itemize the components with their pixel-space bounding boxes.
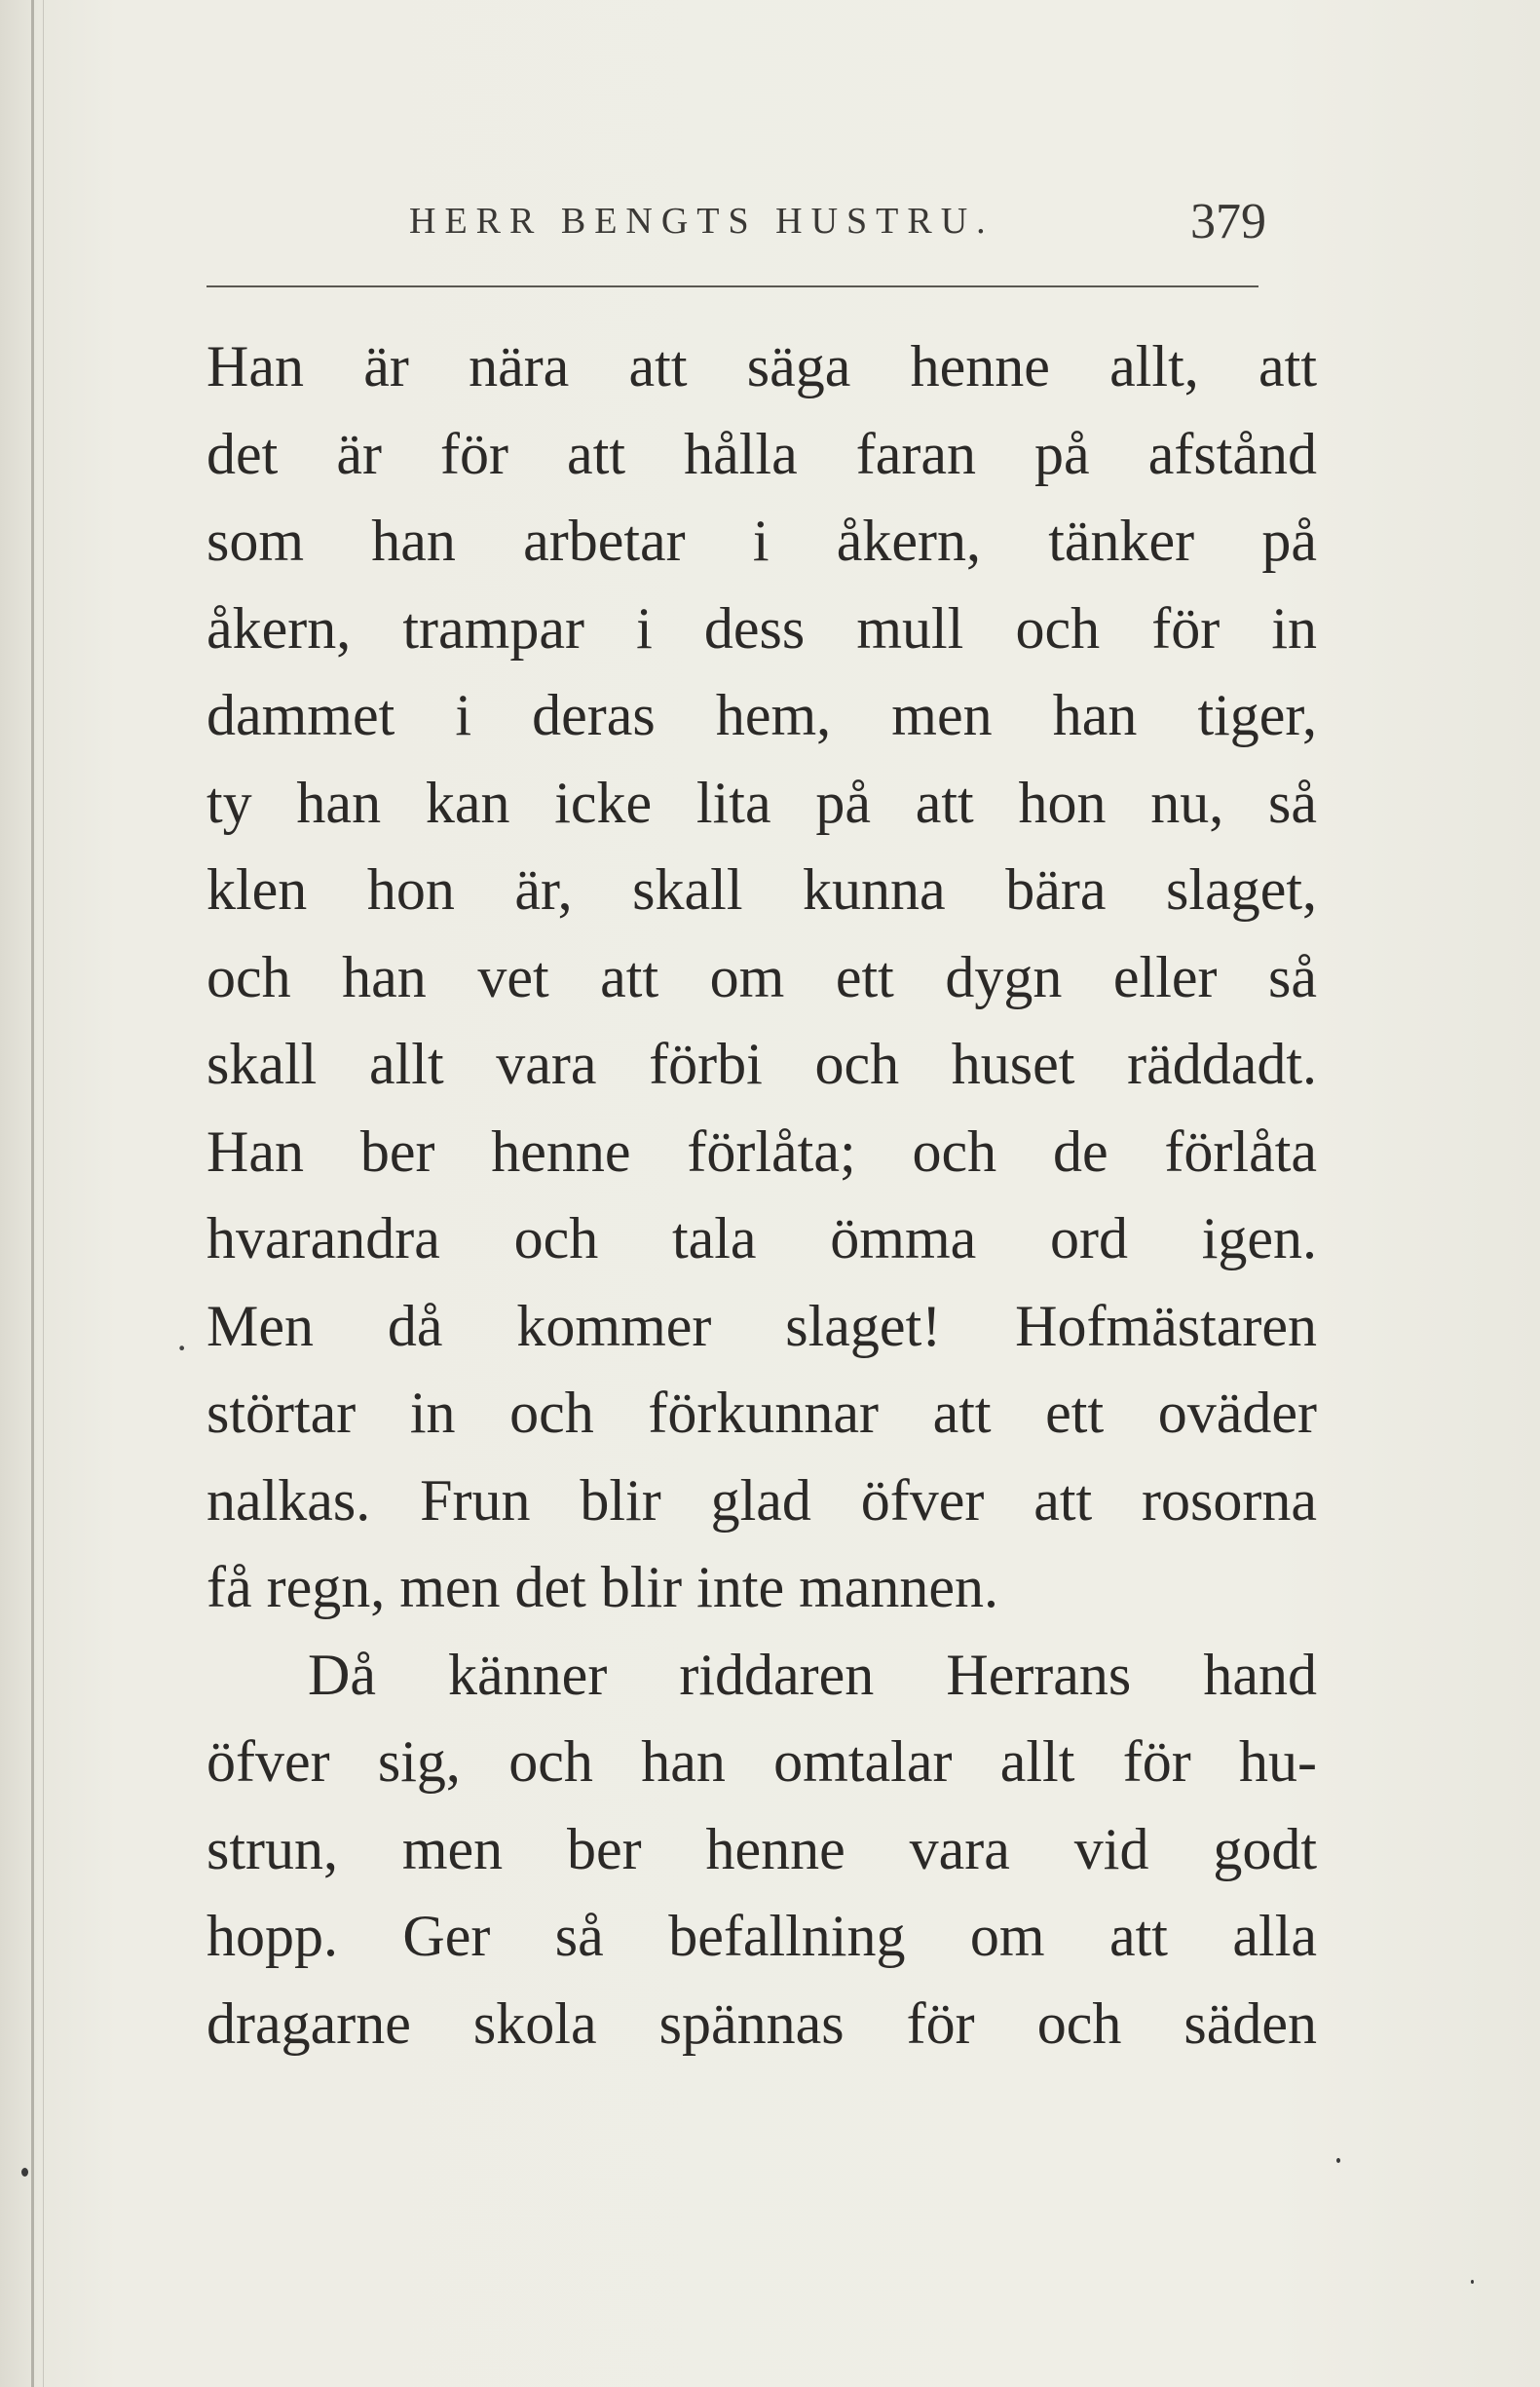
text-line: hvarandra och tala ömma ord igen. [207,1206,1317,1270]
text-line: hopp. Ger så befallning om att alla [207,1904,1317,1968]
header-rule [207,285,1258,287]
text-line: dragarne skola spännas för och säden [207,1990,1317,2056]
margin-dot: · [175,1326,189,1370]
binding-edge-inner [43,0,44,2387]
text-line: som han arbetar i åkern, tänker på [207,509,1317,573]
text-line: Men då kommer slaget! Hofmästaren [207,1293,1317,1358]
text-line: nalkas. Frun blir glad öfver att rosorna [207,1467,1317,1533]
text-line: dammet i deras hem, men han tiger, [207,683,1317,747]
text-line: strun, men ber henne vara vid godt [207,1816,1317,1881]
text-line: åkern, trampar i dess mull och för in [207,595,1317,661]
text-line: det är för att hålla faran på afstånd [207,421,1317,486]
text-line: skall allt vara förbi och huset räddadt. [207,1032,1317,1096]
text-line: få regn, men det blir inte mannen. [207,1555,999,1619]
binding-edge [31,0,34,2387]
ink-speck [1471,2280,1474,2284]
text-line: Han är nära att säga henne allt, att [207,334,1317,398]
text-line: öfver sig, och han omtalar allt för hu- [207,1729,1317,1794]
text-line: ty han kan icke lita på att hon nu, så [207,770,1317,835]
text-line: Då känner riddaren Herrans hand [308,1642,1317,1707]
ink-speck [21,2168,28,2177]
text-line: och han vet att om ett dygn eller så [207,944,1317,1009]
text-line: Han ber henne förlåta; och de förlåta [207,1118,1317,1184]
page-number: 379 [1190,194,1266,249]
running-title: HERR BENGTS HUSTRU. [409,201,995,242]
ink-speck [1336,2158,1340,2163]
body-text [207,323,1317,2067]
text-line: störtar in och förkunnar att ett oväder [207,1381,1317,1445]
text-line: klen hon är, skall kunna bära slaget, [207,857,1317,922]
